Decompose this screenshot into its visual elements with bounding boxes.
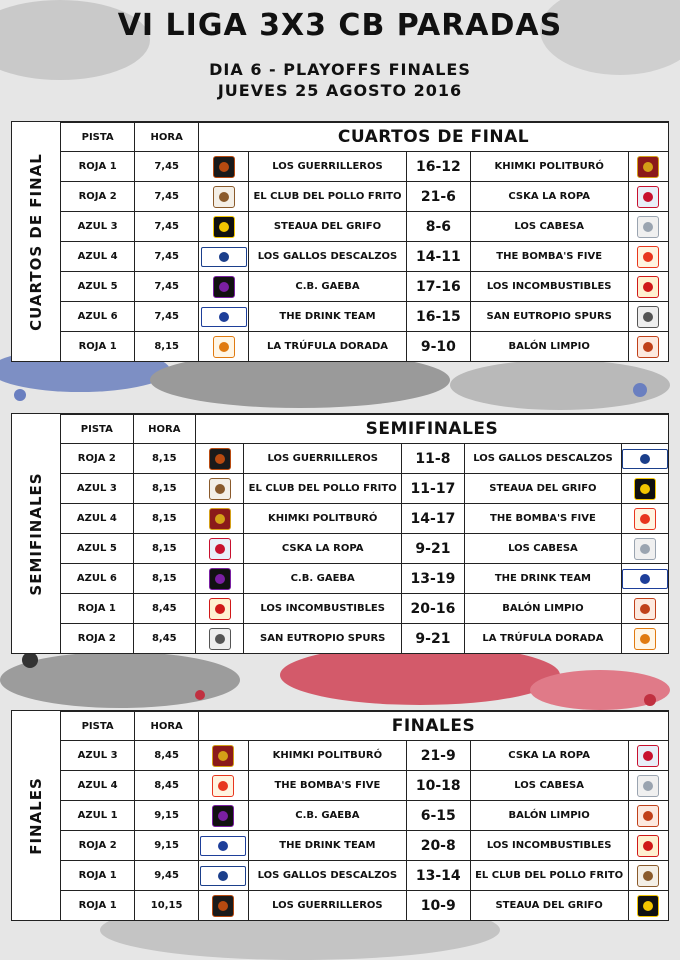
away-team: EL CLUB DEL POLLO FRITO bbox=[470, 861, 628, 891]
table-row bbox=[61, 302, 668, 332]
khimki-logo bbox=[212, 745, 234, 767]
away-logo-cell bbox=[628, 891, 668, 921]
drink-team-logo bbox=[201, 307, 247, 327]
incombustibles-logo bbox=[637, 835, 659, 857]
court-cell: ROJA 2 bbox=[61, 831, 135, 861]
away-team: THE BOMBA'S FIVE bbox=[470, 242, 628, 272]
time-cell: 9,15 bbox=[135, 831, 199, 861]
home-logo-cell bbox=[195, 564, 244, 594]
away-logo-cell bbox=[628, 831, 668, 861]
gallos-logo bbox=[622, 449, 668, 469]
score: 20-8 bbox=[406, 831, 470, 861]
table-row bbox=[61, 801, 668, 831]
khimki-logo bbox=[209, 508, 231, 530]
table-row bbox=[61, 861, 668, 891]
home-team: LOS GUERRILLEROS bbox=[248, 891, 406, 921]
home-team: LOS GALLOS DESCALZOS bbox=[248, 861, 406, 891]
away-logo-cell bbox=[628, 332, 668, 362]
away-team: LA TRÚFULA DORADA bbox=[464, 624, 621, 654]
time-cell: 7,45 bbox=[135, 242, 199, 272]
khimki-logo bbox=[637, 156, 659, 178]
pista-header: PISTA bbox=[61, 123, 135, 152]
time-cell: 8,15 bbox=[133, 474, 195, 504]
score: 16-15 bbox=[406, 302, 470, 332]
away-team: LOS CABESA bbox=[464, 534, 621, 564]
time-cell: 9,45 bbox=[135, 861, 199, 891]
bomba-logo bbox=[634, 508, 656, 530]
table-row bbox=[61, 564, 668, 594]
score: 21-6 bbox=[406, 182, 470, 212]
away-logo-cell bbox=[621, 564, 668, 594]
home-team: LOS GALLOS DESCALZOS bbox=[249, 242, 407, 272]
time-cell: 8,45 bbox=[135, 741, 199, 771]
table-header-row bbox=[61, 415, 668, 444]
home-team: C.B. GAEBA bbox=[248, 801, 406, 831]
phase-title: FINALES bbox=[198, 712, 668, 741]
court-cell: AZUL 4 bbox=[61, 771, 135, 801]
table-row bbox=[61, 242, 668, 272]
section-side-label bbox=[12, 711, 61, 920]
matches-table bbox=[61, 122, 668, 361]
away-team: BALÓN LIMPIO bbox=[470, 801, 628, 831]
time-cell: 8,15 bbox=[133, 564, 195, 594]
home-logo-cell bbox=[195, 594, 244, 624]
home-team: THE DRINK TEAM bbox=[248, 831, 406, 861]
gaeba-logo bbox=[209, 568, 231, 590]
page-subtitle-day: DIA 6 - PLAYOFFS FINALES bbox=[209, 60, 471, 79]
away-logo-cell bbox=[628, 302, 668, 332]
home-logo-cell bbox=[195, 444, 244, 474]
away-logo-cell bbox=[621, 474, 668, 504]
away-logo-cell bbox=[628, 801, 668, 831]
section-side-label bbox=[12, 122, 61, 361]
score: 13-19 bbox=[401, 564, 464, 594]
court-cell: AZUL 3 bbox=[61, 212, 135, 242]
score: 9-10 bbox=[406, 332, 470, 362]
score: 20-16 bbox=[401, 594, 464, 624]
incombustibles-logo bbox=[637, 276, 659, 298]
court-cell: AZUL 4 bbox=[61, 242, 135, 272]
home-logo-cell bbox=[198, 831, 248, 861]
score: 16-12 bbox=[406, 152, 470, 182]
away-team: LOS INCOMBUSTIBLES bbox=[470, 272, 628, 302]
home-team: CSKA LA ROPA bbox=[244, 534, 402, 564]
trufula-logo bbox=[634, 628, 656, 650]
away-team: STEAUA DEL GRIFO bbox=[470, 891, 628, 921]
score: 10-18 bbox=[406, 771, 470, 801]
balon-limpio-logo bbox=[634, 598, 656, 620]
home-team: LOS INCOMBUSTIBLES bbox=[244, 594, 402, 624]
phase-title: SEMIFINALES bbox=[195, 415, 668, 444]
incombustibles-logo bbox=[209, 598, 231, 620]
cska-logo bbox=[209, 538, 231, 560]
table-row bbox=[61, 741, 668, 771]
court-cell: ROJA 2 bbox=[61, 624, 133, 654]
schedule-section bbox=[11, 413, 669, 654]
score: 9-21 bbox=[401, 624, 464, 654]
spurs-logo bbox=[209, 628, 231, 650]
home-logo-cell bbox=[199, 332, 249, 362]
away-team: KHIMKI POLITBURÓ bbox=[470, 152, 628, 182]
court-cell: ROJA 1 bbox=[61, 152, 135, 182]
table-row bbox=[61, 182, 668, 212]
schedule-section bbox=[11, 710, 669, 921]
home-logo-cell bbox=[199, 272, 249, 302]
table-row bbox=[61, 831, 668, 861]
schedule-section bbox=[11, 121, 669, 362]
home-team: THE DRINK TEAM bbox=[249, 302, 407, 332]
time-cell: 7,45 bbox=[135, 212, 199, 242]
away-logo-cell bbox=[621, 534, 668, 564]
home-team: STEAUA DEL GRIFO bbox=[249, 212, 407, 242]
table-row bbox=[61, 444, 668, 474]
away-logo-cell bbox=[628, 242, 668, 272]
away-team: THE BOMBA'S FIVE bbox=[464, 504, 621, 534]
gaeba-logo bbox=[212, 805, 234, 827]
gallos-logo bbox=[200, 866, 246, 886]
court-cell: AZUL 3 bbox=[61, 741, 135, 771]
away-logo-cell bbox=[628, 741, 668, 771]
trufula-logo bbox=[213, 336, 235, 358]
time-cell: 7,45 bbox=[135, 152, 199, 182]
court-cell: AZUL 3 bbox=[61, 474, 133, 504]
score: 14-11 bbox=[406, 242, 470, 272]
section-side-label-text: SEMIFINALES bbox=[27, 471, 45, 596]
court-cell: AZUL 6 bbox=[61, 302, 135, 332]
court-cell: ROJA 1 bbox=[61, 891, 135, 921]
home-logo-cell bbox=[198, 861, 248, 891]
time-cell: 7,45 bbox=[135, 272, 199, 302]
guerrilleros-logo bbox=[209, 448, 231, 470]
bomba-logo bbox=[637, 246, 659, 268]
away-team: SAN EUTROPIO SPURS bbox=[470, 302, 628, 332]
table-row bbox=[61, 891, 668, 921]
cabesa-logo bbox=[637, 216, 659, 238]
away-team: STEAUA DEL GRIFO bbox=[464, 474, 621, 504]
away-team: CSKA LA ROPA bbox=[470, 182, 628, 212]
score: 21-9 bbox=[406, 741, 470, 771]
pista-header: PISTA bbox=[61, 712, 135, 741]
away-logo-cell bbox=[621, 444, 668, 474]
court-cell: ROJA 1 bbox=[61, 594, 133, 624]
balon-limpio-logo bbox=[637, 805, 659, 827]
phase-title: CUARTOS DE FINAL bbox=[199, 123, 668, 152]
time-cell: 8,15 bbox=[133, 504, 195, 534]
away-team: LOS GALLOS DESCALZOS bbox=[464, 444, 621, 474]
time-cell: 7,45 bbox=[135, 302, 199, 332]
section-side-label bbox=[12, 414, 61, 653]
page-subtitle-date: JUEVES 25 AGOSTO 2016 bbox=[217, 81, 463, 100]
hora-header: HORA bbox=[135, 712, 199, 741]
home-logo-cell bbox=[195, 504, 244, 534]
score: 14-17 bbox=[401, 504, 464, 534]
away-team: BALÓN LIMPIO bbox=[470, 332, 628, 362]
balon-limpio-logo bbox=[637, 336, 659, 358]
bomba-logo bbox=[212, 775, 234, 797]
court-cell: ROJA 2 bbox=[61, 444, 133, 474]
away-logo-cell bbox=[621, 624, 668, 654]
section-side-label-text: FINALES bbox=[27, 776, 45, 855]
table-row bbox=[61, 534, 668, 564]
table-row bbox=[61, 771, 668, 801]
table-row bbox=[61, 474, 668, 504]
home-team: C.B. GAEBA bbox=[244, 564, 402, 594]
court-cell: ROJA 2 bbox=[61, 182, 135, 212]
pollo-logo bbox=[209, 478, 231, 500]
court-cell: AZUL 5 bbox=[61, 272, 135, 302]
gaeba-logo bbox=[213, 276, 235, 298]
cabesa-logo bbox=[634, 538, 656, 560]
home-team: THE BOMBA'S FIVE bbox=[248, 771, 406, 801]
time-cell: 8,15 bbox=[135, 332, 199, 362]
home-logo-cell bbox=[195, 474, 244, 504]
away-logo-cell bbox=[628, 272, 668, 302]
time-cell: 8,15 bbox=[133, 444, 195, 474]
drink-team-logo bbox=[622, 569, 668, 589]
page-title: VI LIGA 3X3 CB PARADAS bbox=[117, 8, 563, 43]
away-logo-cell bbox=[628, 152, 668, 182]
home-logo-cell bbox=[198, 801, 248, 831]
home-logo-cell bbox=[199, 242, 249, 272]
guerrilleros-logo bbox=[212, 895, 234, 917]
away-team: LOS CABESA bbox=[470, 212, 628, 242]
home-team: EL CLUB DEL POLLO FRITO bbox=[249, 182, 407, 212]
cska-logo bbox=[637, 186, 659, 208]
drink-team-logo bbox=[200, 836, 246, 856]
away-team: BALÓN LIMPIO bbox=[464, 594, 621, 624]
home-team: KHIMKI POLITBURÓ bbox=[244, 504, 402, 534]
away-team: CSKA LA ROPA bbox=[470, 741, 628, 771]
away-team: THE DRINK TEAM bbox=[464, 564, 621, 594]
home-team: EL CLUB DEL POLLO FRITO bbox=[244, 474, 402, 504]
home-team: C.B. GAEBA bbox=[249, 272, 407, 302]
cabesa-logo bbox=[637, 775, 659, 797]
time-cell: 10,15 bbox=[135, 891, 199, 921]
table-row bbox=[61, 212, 668, 242]
away-logo-cell bbox=[621, 504, 668, 534]
matches-table bbox=[61, 711, 668, 920]
table-row bbox=[61, 332, 668, 362]
hora-header: HORA bbox=[133, 415, 195, 444]
score: 10-9 bbox=[406, 891, 470, 921]
pista-header: PISTA bbox=[61, 415, 133, 444]
table-row bbox=[61, 152, 668, 182]
pollo-logo bbox=[637, 865, 659, 887]
spurs-logo bbox=[637, 306, 659, 328]
away-logo-cell bbox=[621, 594, 668, 624]
score: 9-21 bbox=[401, 534, 464, 564]
score: 8-6 bbox=[406, 212, 470, 242]
court-cell: ROJA 1 bbox=[61, 861, 135, 891]
away-logo-cell bbox=[628, 771, 668, 801]
home-team: LA TRÚFULA DORADA bbox=[249, 332, 407, 362]
home-logo-cell bbox=[199, 212, 249, 242]
away-team: LOS INCOMBUSTIBLES bbox=[470, 831, 628, 861]
away-logo-cell bbox=[628, 182, 668, 212]
hora-header: HORA bbox=[135, 123, 199, 152]
guerrilleros-logo bbox=[213, 156, 235, 178]
score: 11-8 bbox=[401, 444, 464, 474]
home-team: LOS GUERRILLEROS bbox=[249, 152, 407, 182]
score: 17-16 bbox=[406, 272, 470, 302]
home-logo-cell bbox=[198, 891, 248, 921]
home-logo-cell bbox=[195, 534, 244, 564]
court-cell: ROJA 1 bbox=[61, 332, 135, 362]
cska-logo bbox=[637, 745, 659, 767]
score: 13-14 bbox=[406, 861, 470, 891]
score: 6-15 bbox=[406, 801, 470, 831]
time-cell: 8,45 bbox=[135, 771, 199, 801]
time-cell: 8,45 bbox=[133, 624, 195, 654]
away-logo-cell bbox=[628, 212, 668, 242]
home-logo-cell bbox=[195, 624, 244, 654]
home-team: LOS GUERRILLEROS bbox=[244, 444, 402, 474]
steaua-logo bbox=[637, 895, 659, 917]
away-logo-cell bbox=[628, 861, 668, 891]
table-row bbox=[61, 624, 668, 654]
matches-table bbox=[61, 414, 668, 653]
court-cell: AZUL 1 bbox=[61, 801, 135, 831]
time-cell: 8,45 bbox=[133, 594, 195, 624]
table-row bbox=[61, 272, 668, 302]
pollo-logo bbox=[213, 186, 235, 208]
time-cell: 8,15 bbox=[133, 534, 195, 564]
gallos-logo bbox=[201, 247, 247, 267]
court-cell: AZUL 4 bbox=[61, 504, 133, 534]
home-logo-cell bbox=[198, 771, 248, 801]
score: 11-17 bbox=[401, 474, 464, 504]
steaua-logo bbox=[634, 478, 656, 500]
table-row bbox=[61, 594, 668, 624]
home-logo-cell bbox=[199, 182, 249, 212]
home-logo-cell bbox=[199, 302, 249, 332]
away-team: LOS CABESA bbox=[470, 771, 628, 801]
section-side-label-text: CUARTOS DE FINAL bbox=[27, 152, 45, 331]
court-cell: AZUL 6 bbox=[61, 564, 133, 594]
home-team: KHIMKI POLITBURÓ bbox=[248, 741, 406, 771]
table-header-row bbox=[61, 712, 668, 741]
table-header-row bbox=[61, 123, 668, 152]
steaua-logo bbox=[213, 216, 235, 238]
time-cell: 9,15 bbox=[135, 801, 199, 831]
time-cell: 7,45 bbox=[135, 182, 199, 212]
home-team: SAN EUTROPIO SPURS bbox=[244, 624, 402, 654]
home-logo-cell bbox=[199, 152, 249, 182]
table-row bbox=[61, 504, 668, 534]
home-logo-cell bbox=[198, 741, 248, 771]
court-cell: AZUL 5 bbox=[61, 534, 133, 564]
